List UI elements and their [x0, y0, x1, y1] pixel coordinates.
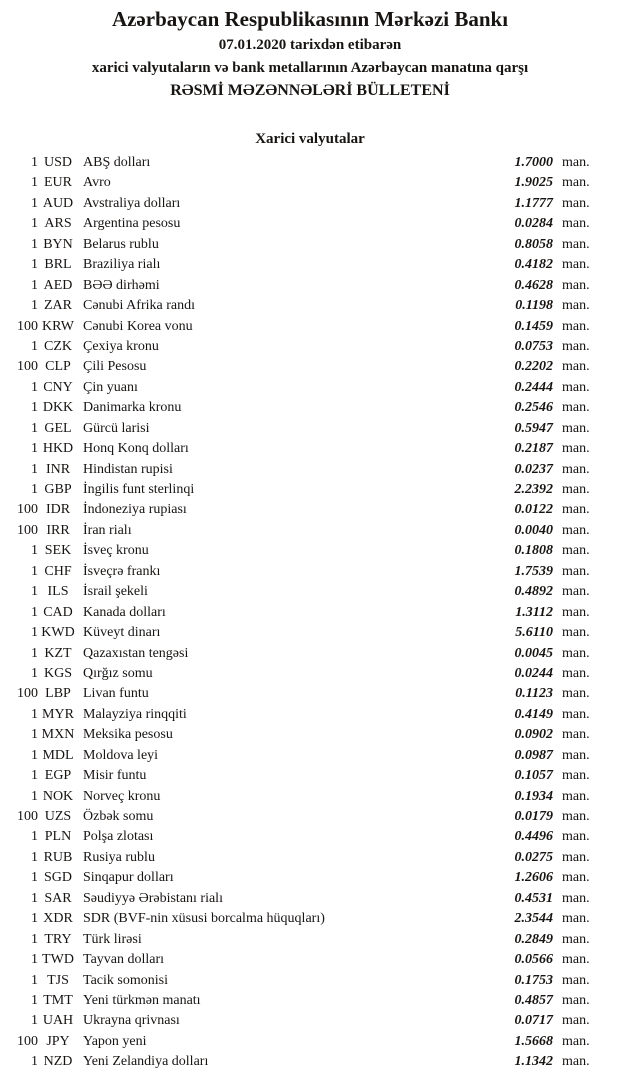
- code-cell: CLP: [45, 359, 71, 375]
- code-cell: MXN: [41, 727, 75, 743]
- code-cell: XDR: [43, 911, 73, 927]
- rate-cell: 1.7000: [514, 155, 553, 170]
- rate-cell: 1.7539: [514, 563, 553, 579]
- name-cell: Çili Pesosu: [83, 359, 147, 375]
- rate-cell: 0.0122: [514, 502, 553, 518]
- quantity-cell: 1: [31, 216, 38, 232]
- rate-cell: 0.1934: [514, 788, 553, 804]
- name-cell: Özbək somu: [83, 809, 154, 824]
- name-cell: Tayvan dolları: [83, 952, 165, 968]
- currency-row: [0, 725, 620, 745]
- unit-cell: man.: [562, 155, 590, 170]
- unit-cell: man.: [562, 911, 590, 927]
- rate-cell: 0.0902: [514, 727, 553, 743]
- quantity-cell: 1: [31, 175, 38, 191]
- code-cell: UAH: [42, 1013, 74, 1029]
- quantity-cell: 1: [31, 236, 38, 252]
- currency-row: [0, 317, 620, 337]
- unit-cell: man.: [562, 563, 590, 579]
- name-cell: İsrail şekeli: [83, 584, 148, 600]
- rate-cell: 0.4531: [514, 890, 553, 906]
- unit-cell: man.: [562, 420, 590, 436]
- rate-cell: 0.4149: [514, 706, 553, 722]
- quantity-cell: 1: [31, 747, 38, 763]
- currency-row: [0, 153, 620, 173]
- unit-cell: man.: [562, 768, 590, 784]
- unit-cell: man.: [562, 665, 590, 681]
- currency-row: [0, 439, 620, 459]
- unit-cell: man.: [562, 849, 590, 865]
- name-cell: Avstraliya dolları: [83, 195, 181, 211]
- unit-cell: man.: [562, 298, 590, 314]
- code-cell: MYR: [42, 706, 74, 722]
- currency-row: [0, 235, 620, 255]
- unit-cell: man.: [562, 625, 590, 641]
- unit-cell: man.: [562, 952, 590, 968]
- unit-cell: man.: [562, 502, 590, 518]
- name-cell: Küveyt dinarı: [83, 625, 161, 641]
- unit-cell: man.: [562, 236, 590, 252]
- unit-cell: man.: [562, 543, 590, 559]
- currency-row: [0, 582, 620, 602]
- unit-cell: man.: [562, 216, 590, 232]
- rate-cell: 0.1808: [514, 543, 553, 559]
- code-cell: TRY: [44, 931, 72, 947]
- rate-cell: 1.9025: [514, 175, 553, 191]
- currency-row: [0, 337, 620, 357]
- rate-cell: 0.4892: [514, 584, 553, 600]
- code-cell: JPY: [46, 1033, 70, 1049]
- name-cell: Polşa zlotası: [83, 829, 154, 845]
- unit-cell: man.: [562, 727, 590, 743]
- currency-row: [0, 868, 620, 888]
- code-cell: LBP: [45, 686, 71, 702]
- currency-row: [0, 1011, 620, 1031]
- currency-row: [0, 276, 620, 296]
- quantity-cell: 1: [31, 706, 38, 722]
- name-cell: İngilis funt sterlinqi: [83, 482, 195, 497]
- name-cell: Braziliya rialı: [83, 257, 161, 273]
- quantity-cell: 1: [31, 972, 38, 988]
- code-cell: GBP: [44, 482, 72, 497]
- quantity-cell: 1: [31, 420, 38, 436]
- currency-row: [0, 909, 620, 929]
- currency-row: [0, 214, 620, 234]
- unit-cell: man.: [562, 645, 590, 661]
- currency-row: [0, 194, 620, 214]
- code-cell: CNY: [43, 379, 73, 395]
- rate-cell: 1.3112: [515, 604, 553, 620]
- currency-row: [0, 787, 620, 807]
- unit-cell: man.: [562, 870, 590, 886]
- name-cell: Səudiyyə Ərəbistanı rialı: [83, 890, 223, 906]
- rate-cell: 0.2444: [514, 379, 553, 395]
- currency-row: [0, 398, 620, 418]
- quantity-cell: 1: [31, 870, 38, 886]
- unit-cell: man.: [562, 809, 590, 824]
- name-cell: Malayziya rinqqiti: [83, 706, 187, 722]
- name-cell: Sinqapur dolları: [83, 870, 174, 886]
- currency-row: [0, 173, 620, 193]
- name-cell: Hindistan rupisi: [83, 461, 173, 477]
- quantity-cell: 1: [31, 441, 38, 457]
- unit-cell: man.: [562, 400, 590, 416]
- quantity-cell: 1: [31, 482, 38, 497]
- unit-cell: man.: [562, 1054, 590, 1070]
- name-cell: Argentina pesosu: [83, 216, 181, 232]
- subject-line: xarici valyutaların və bank metallarının Azərbaycan manatına qarşı: [91, 60, 529, 76]
- rate-cell: 0.0284: [514, 216, 553, 232]
- name-cell: Danimarka kronu: [83, 400, 182, 416]
- rate-cell: 0.5947: [514, 420, 553, 436]
- currency-row: [0, 521, 620, 541]
- rate-cell: 0.0717: [514, 1013, 553, 1029]
- name-cell: İsveç kronu: [83, 543, 149, 559]
- currency-row: [0, 1052, 620, 1072]
- name-cell: Çin yuanı: [83, 379, 138, 395]
- code-cell: SAR: [44, 890, 72, 906]
- quantity-cell: 1: [31, 563, 38, 579]
- unit-cell: man.: [562, 1033, 590, 1049]
- bulletin-title: RƏSMİ MƏZƏNNƏLƏRİ BÜLLETENİ: [170, 82, 450, 99]
- rate-cell: 2.2392: [514, 482, 553, 497]
- currency-row: [0, 991, 620, 1011]
- quantity-cell: 1: [31, 645, 38, 661]
- name-cell: Misir funtu: [83, 768, 147, 784]
- rate-cell: 0.0566: [514, 952, 553, 968]
- currency-row: [0, 500, 620, 520]
- currency-row: [0, 705, 620, 725]
- unit-cell: man.: [562, 257, 590, 273]
- code-cell: ZAR: [44, 298, 72, 314]
- quantity-cell: 1: [31, 768, 38, 784]
- rate-cell: 0.0244: [514, 665, 553, 681]
- rate-cell: 0.0045: [514, 645, 553, 661]
- quantity-cell: 1: [31, 461, 38, 477]
- quantity-cell: 1: [31, 911, 38, 927]
- unit-cell: man.: [562, 318, 590, 334]
- unit-cell: man.: [562, 482, 590, 497]
- code-cell: DKK: [42, 400, 74, 416]
- name-cell: Moldova leyi: [83, 747, 159, 763]
- code-cell: BRL: [44, 257, 72, 273]
- rate-cell: 0.4628: [514, 277, 553, 293]
- code-cell: CAD: [43, 604, 73, 620]
- currency-row: [0, 460, 620, 480]
- currency-row: [0, 541, 620, 561]
- currency-row: [0, 1032, 620, 1052]
- currency-row: [0, 562, 620, 582]
- quantity-cell: 1: [31, 829, 38, 845]
- unit-cell: man.: [562, 522, 590, 538]
- currency-row: [0, 644, 620, 664]
- code-cell: USD: [43, 155, 72, 170]
- name-cell: Qırğız somu: [83, 665, 153, 681]
- quantity-cell: 1: [31, 992, 38, 1008]
- document-header: [0, 0, 620, 102]
- name-cell: Cənubi Korea vonu: [83, 318, 193, 334]
- currency-row: [0, 623, 620, 643]
- quantity-cell: 1: [31, 1054, 38, 1070]
- name-cell: İndoneziya rupiası: [83, 502, 187, 518]
- unit-cell: man.: [562, 992, 590, 1008]
- name-cell: Yeni türkmən manatı: [83, 992, 201, 1008]
- quantity-cell: 1: [31, 665, 38, 681]
- quantity-cell: 1: [31, 604, 38, 620]
- code-cell: KZT: [44, 645, 72, 661]
- code-cell: CZK: [44, 338, 72, 354]
- rate-cell: 0.2202: [514, 359, 553, 375]
- quantity-cell: 1: [31, 298, 38, 314]
- code-cell: TJS: [47, 972, 69, 988]
- name-cell: Qazaxıstan tengəsi: [83, 645, 189, 661]
- name-cell: Belarus rublu: [83, 236, 159, 252]
- rate-cell: 0.0275: [514, 849, 553, 865]
- section-title-foreign-currencies: Xarici valyutalar: [255, 131, 365, 147]
- name-cell: Norveç kronu: [83, 788, 161, 804]
- currency-row: [0, 889, 620, 909]
- unit-cell: man.: [562, 277, 590, 293]
- quantity-cell: 100: [17, 359, 38, 375]
- name-cell: Gürcü larisi: [83, 420, 150, 436]
- rate-cell: 0.4857: [514, 992, 553, 1008]
- code-cell: ARS: [44, 216, 72, 232]
- currency-row: [0, 603, 620, 623]
- unit-cell: man.: [562, 931, 590, 947]
- code-cell: NZD: [43, 1054, 73, 1070]
- code-cell: SEK: [44, 543, 72, 559]
- name-cell: Avro: [83, 175, 111, 191]
- unit-cell: man.: [562, 972, 590, 988]
- rate-cell: 0.1123: [515, 686, 553, 702]
- unit-cell: man.: [562, 338, 590, 354]
- code-cell: BYN: [43, 236, 73, 252]
- effective-date-line: 07.01.2020 tarixdən etibarən: [218, 37, 402, 53]
- quantity-cell: 100: [17, 318, 38, 334]
- rate-cell: 0.1459: [514, 318, 553, 334]
- code-cell: CHF: [44, 563, 72, 579]
- bank-name-title: Azərbaycan Respublikasının Mərkəzi Bankı: [111, 7, 509, 31]
- rate-cell: 1.1777: [514, 195, 553, 211]
- currency-row: [0, 950, 620, 970]
- rate-cell: 0.2546: [514, 400, 553, 416]
- quantity-cell: 1: [31, 543, 38, 559]
- code-cell: KWD: [41, 625, 75, 641]
- unit-cell: man.: [562, 359, 590, 375]
- code-cell: PLN: [44, 829, 72, 845]
- rate-cell: 0.2187: [514, 441, 553, 457]
- quantity-cell: 100: [17, 502, 38, 518]
- quantity-cell: 1: [31, 277, 38, 293]
- code-cell: AED: [43, 277, 73, 293]
- name-cell: Ukrayna qrivnası: [83, 1013, 180, 1029]
- quantity-cell: 1: [31, 625, 38, 641]
- unit-cell: man.: [562, 175, 590, 191]
- rate-cell: 0.0237: [514, 461, 553, 477]
- rate-cell: 0.2849: [514, 931, 553, 947]
- quantity-cell: 100: [17, 809, 38, 824]
- quantity-cell: 1: [31, 257, 38, 273]
- rate-cell: 1.2606: [514, 870, 553, 886]
- name-cell: ABŞ dolları: [83, 155, 151, 170]
- currency-row: [0, 746, 620, 766]
- code-cell: INR: [45, 461, 71, 477]
- unit-cell: man.: [562, 1013, 590, 1029]
- unit-cell: man.: [562, 686, 590, 702]
- quantity-cell: 1: [31, 788, 38, 804]
- code-cell: RUB: [43, 849, 73, 865]
- quantity-cell: 100: [17, 1033, 38, 1049]
- quantity-cell: 1: [31, 338, 38, 354]
- unit-cell: man.: [562, 890, 590, 906]
- name-cell: Yeni Zelandiya dolları: [83, 1054, 209, 1070]
- name-cell: İran rialı: [83, 522, 132, 538]
- quantity-cell: 1: [31, 584, 38, 600]
- currency-row: [0, 296, 620, 316]
- code-cell: GEL: [44, 420, 72, 436]
- code-cell: IRR: [46, 522, 70, 538]
- quantity-cell: 1: [31, 379, 38, 395]
- currency-row: [0, 827, 620, 847]
- currency-row: [0, 664, 620, 684]
- name-cell: Yapon yeni: [83, 1033, 147, 1049]
- name-cell: Meksika pesosu: [83, 727, 173, 743]
- quantity-cell: 1: [31, 849, 38, 865]
- name-cell: Rusiya rublu: [83, 849, 155, 865]
- rate-cell: 5.6110: [515, 625, 553, 641]
- unit-cell: man.: [562, 747, 590, 763]
- quantity-cell: 1: [31, 1013, 38, 1029]
- code-cell: ILS: [47, 584, 69, 600]
- unit-cell: man.: [562, 195, 590, 211]
- name-cell: Tacik somonisi: [83, 972, 168, 988]
- rate-cell: 0.4496: [514, 829, 553, 845]
- code-cell: HKD: [42, 441, 74, 457]
- rate-cell: 1.5668: [514, 1033, 553, 1049]
- currency-row: [0, 766, 620, 786]
- quantity-cell: 1: [31, 727, 38, 743]
- code-cell: TMT: [43, 992, 73, 1008]
- code-cell: SGD: [43, 870, 72, 886]
- code-cell: TWD: [42, 952, 74, 968]
- currency-row: [0, 848, 620, 868]
- quantity-cell: 1: [31, 931, 38, 947]
- currency-row: [0, 480, 620, 500]
- quantity-cell: 1: [31, 890, 38, 906]
- name-cell: SDR (BVF-nin xüsusi borcalma hüquqları): [83, 911, 325, 927]
- name-cell: Honq Konq dolları: [83, 441, 189, 457]
- code-cell: KGS: [43, 665, 72, 681]
- name-cell: Türk lirəsi: [83, 931, 142, 947]
- rates-table: [0, 153, 620, 1073]
- name-cell: İsveçrə frankı: [83, 563, 161, 579]
- name-cell: Kanada dolları: [83, 604, 166, 620]
- rate-cell: 0.0987: [514, 747, 553, 763]
- unit-cell: man.: [562, 829, 590, 845]
- rate-cell: 0.1057: [514, 768, 553, 784]
- code-cell: AUD: [42, 195, 74, 211]
- currency-row: [0, 255, 620, 275]
- unit-cell: man.: [562, 706, 590, 722]
- name-cell: Livan funtu: [83, 686, 149, 702]
- unit-cell: man.: [562, 379, 590, 395]
- quantity-cell: 1: [31, 952, 38, 968]
- code-cell: UZS: [44, 809, 72, 824]
- name-cell: BƏƏ dirhəmi: [83, 277, 160, 293]
- code-cell: EGP: [44, 768, 72, 784]
- quantity-cell: 1: [31, 155, 38, 170]
- currency-row: [0, 807, 620, 827]
- currency-row: [0, 419, 620, 439]
- quantity-cell: 1: [31, 400, 38, 416]
- unit-cell: man.: [562, 788, 590, 804]
- rate-cell: 1.1342: [514, 1054, 553, 1070]
- rate-cell: 0.0179: [514, 809, 553, 824]
- code-cell: EUR: [44, 175, 72, 191]
- quantity-cell: 1: [31, 195, 38, 211]
- quantity-cell: 100: [17, 522, 38, 538]
- rate-cell: 0.8058: [514, 236, 553, 252]
- unit-cell: man.: [562, 461, 590, 477]
- currency-row: [0, 684, 620, 704]
- name-cell: Çexiya kronu: [83, 338, 159, 354]
- unit-cell: man.: [562, 604, 590, 620]
- code-cell: KRW: [42, 318, 74, 334]
- currency-row: [0, 971, 620, 991]
- code-cell: IDR: [45, 502, 71, 518]
- unit-cell: man.: [562, 441, 590, 457]
- unit-cell: man.: [562, 584, 590, 600]
- code-cell: MDL: [42, 747, 74, 763]
- name-cell: Cənubi Afrika randı: [83, 298, 195, 314]
- currency-row: [0, 357, 620, 377]
- quantity-cell: 100: [17, 686, 38, 702]
- rate-cell: 0.1753: [514, 972, 553, 988]
- code-cell: NOK: [42, 788, 74, 804]
- currency-row: [0, 378, 620, 398]
- rate-cell: 0.0040: [514, 522, 553, 538]
- rate-cell: 2.3544: [514, 911, 553, 927]
- rate-cell: 0.0753: [514, 338, 553, 354]
- rate-cell: 0.4182: [514, 257, 553, 273]
- rate-cell: 0.1198: [515, 298, 553, 314]
- currency-row: [0, 930, 620, 950]
